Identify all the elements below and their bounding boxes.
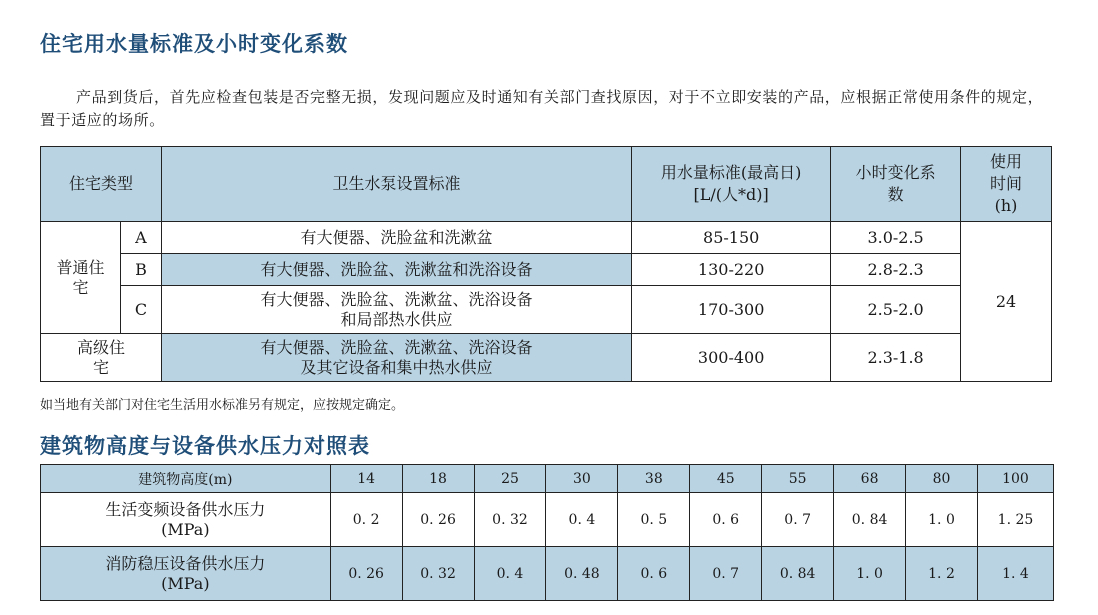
coef-c: 2.5-2.0 [831,286,961,334]
intro-paragraph: 产品到货后，首先应检查包装是否完整无损，发现问题应及时通知有关部门查找原因，对于不立即安装的产品，应根据正常使用条件的规定，置于适应的场所。 [40,88,1044,129]
standard-c-line2: 和局部热水供应 [340,309,453,329]
label-line: 生活变频设备供水压力 [105,499,266,519]
header-water-quota: 用水量标准(最高日)[L/(人*d)] [632,147,831,222]
height-cell: 38 [618,465,690,493]
pressure-cell: 0. 32 [474,493,546,547]
pressure-cell: 1. 4 [977,547,1053,601]
coef-high: 2.3-1.8 [831,334,961,382]
height-cell: 14 [330,465,402,493]
coef-a: 3.0-2.5 [831,222,961,254]
group-normal-housing: 普通住宅 [41,222,121,334]
usage-hours-value: 24 [961,222,1052,382]
standard-high [161,334,631,382]
pressure-cell: 0. 7 [762,493,834,547]
pressure-cell: 0. 48 [546,547,618,601]
section-title-water-standard: 住宅用水量标准及小时变化系数 [40,32,348,56]
label-line: 消防稳压设备供水压力 [105,553,266,573]
header-building-height: 建筑物高度(m) [41,465,331,493]
pressure-cell: 0. 7 [690,547,762,601]
sub-type-a: A [120,222,161,254]
label-unit: (MPa) [161,573,210,593]
sub-type-c: C [120,286,161,334]
pressure-cell: 1. 0 [834,547,906,601]
height-cell: 80 [906,465,978,493]
pressure-cell: 0. 26 [330,547,402,601]
pressure-cell: 1. 0 [906,493,978,547]
header-sanitary-standard: 卫生水泵设置标准 [161,147,631,222]
pressure-cell: 1. 2 [906,547,978,601]
quota-c: 170-300 [632,286,831,334]
height-cell: 25 [474,465,546,493]
header-hourly-coefficient: 小时变化系数 [831,147,961,222]
sub-type-b: B [120,254,161,286]
height-cell: 30 [546,465,618,493]
standard-high-line1: 有大便器、洗脸盆、洗漱盆、洗浴设备 [260,337,533,357]
row-label-fire-pressure [41,547,331,601]
height-cell: 68 [834,465,906,493]
header-usage-hours: 使用时间(h) [961,147,1052,222]
height-cell: 45 [690,465,762,493]
quota-b: 130-220 [632,254,831,286]
pressure-cell: 0. 5 [618,493,690,547]
pressure-cell: 0. 84 [834,493,906,547]
group-high-housing: 高级住宅 [41,334,162,382]
footnote: 如当地有关部门对住宅生活用水标准另有规定，应按规定确定。 [40,398,405,413]
pressure-cell: 0. 4 [546,493,618,547]
label-unit: (MPa) [161,519,210,539]
coef-b: 2.8-2.3 [831,254,961,286]
pressure-cell: 1. 25 [977,493,1053,547]
standard-high-line2: 及其它设备和集中热水供应 [300,357,493,377]
pressure-cell: 0. 6 [618,547,690,601]
pressure-cell: 0. 6 [690,493,762,547]
height-cell: 55 [762,465,834,493]
quota-high: 300-400 [632,334,831,382]
height-cell: 18 [402,465,474,493]
pressure-cell: 0. 32 [402,547,474,601]
pressure-cell: 0. 4 [474,547,546,601]
water-standard-table [40,146,1052,382]
standard-c [161,286,631,334]
quota-a: 85-150 [632,222,831,254]
pressure-table [40,464,1054,601]
row-label-domestic-pressure [41,493,331,547]
pressure-cell: 0. 84 [762,547,834,601]
standard-b: 有大便器、洗脸盆、洗漱盆和洗浴设备 [161,254,631,286]
pressure-cell: 0. 2 [330,493,402,547]
header-housing-type: 住宅类型 [41,147,162,222]
section-title-pressure: 建筑物高度与设备供水压力对照表 [40,434,370,458]
pressure-cell: 0. 26 [402,493,474,547]
standard-c-line1: 有大便器、洗脸盆、洗漱盆、洗浴设备 [260,289,533,309]
standard-a: 有大便器、洗脸盆和洗漱盆 [161,222,631,254]
height-cell: 100 [977,465,1053,493]
